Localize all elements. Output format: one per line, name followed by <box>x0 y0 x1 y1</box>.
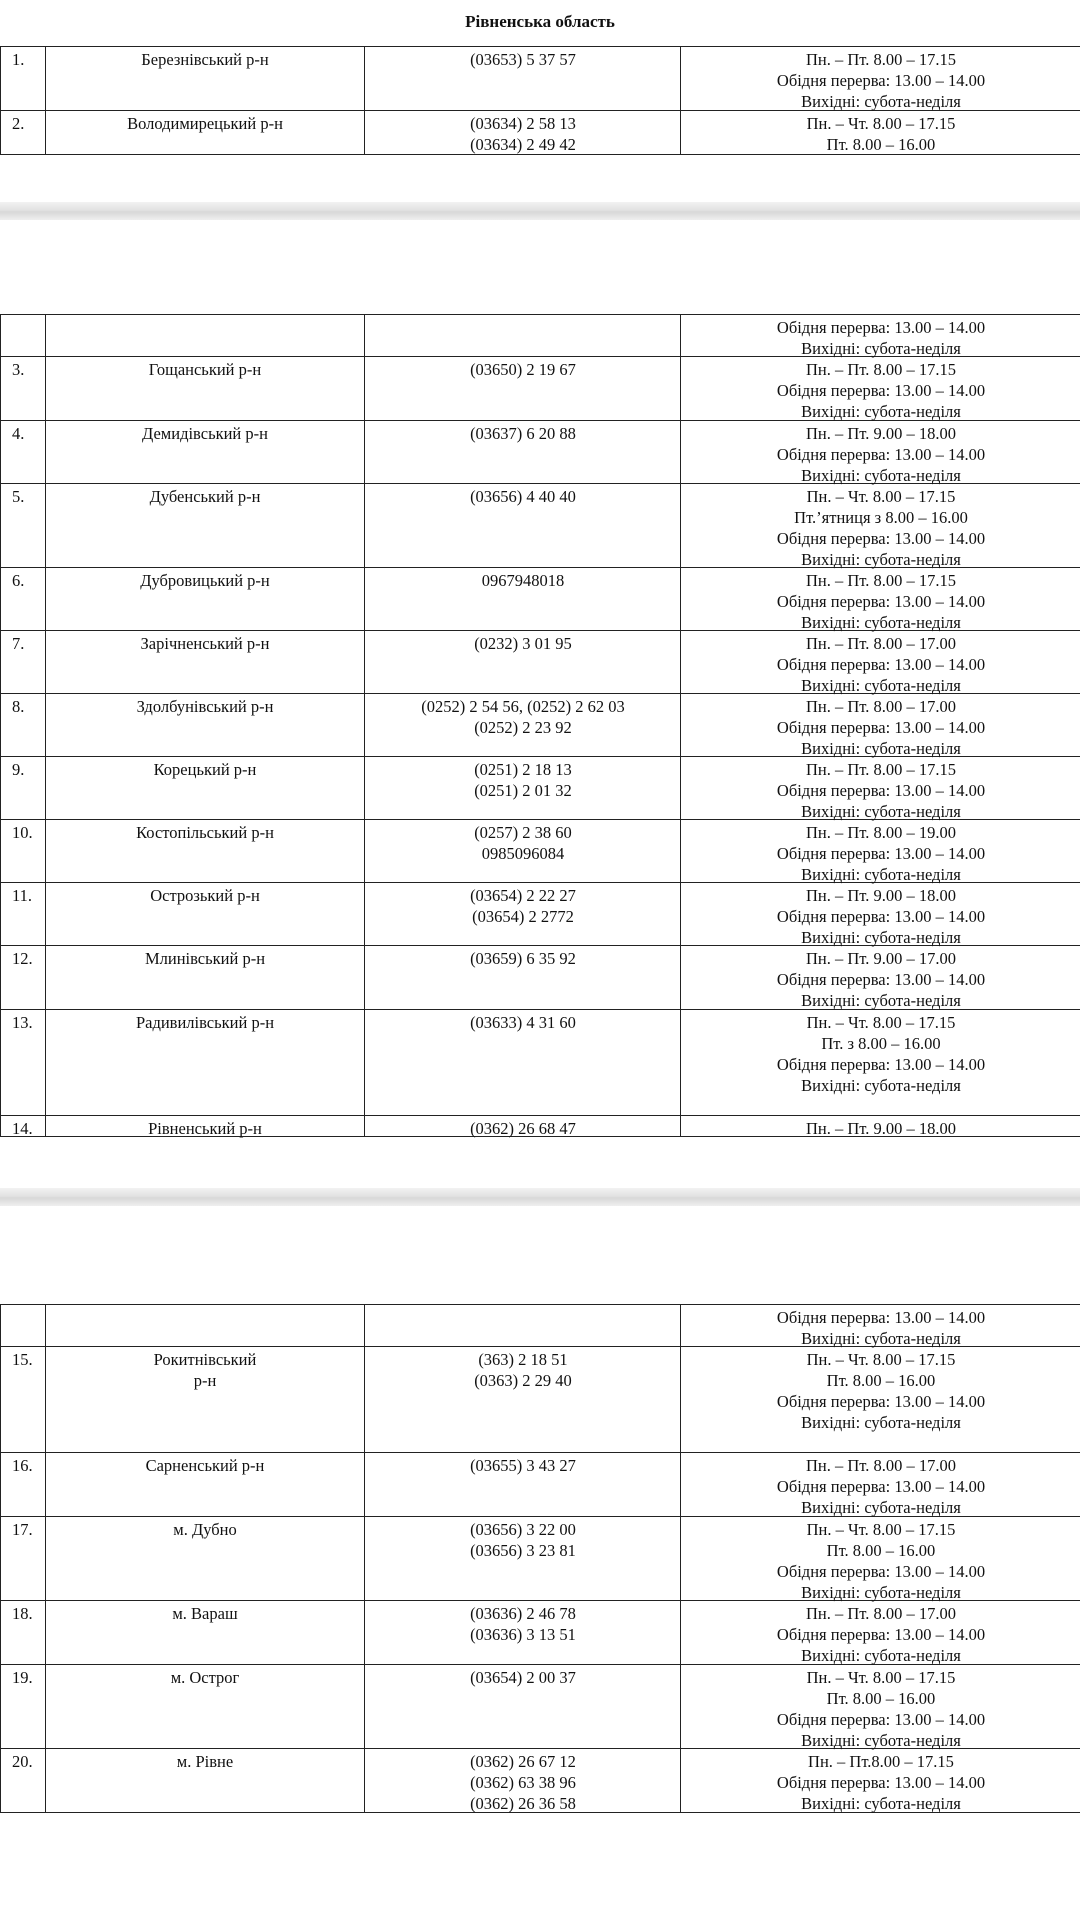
table-row <box>0 1749 1080 1813</box>
table-row <box>0 47 1080 111</box>
district-name: Рівненський р-н <box>148 1119 262 1138</box>
district-name: Сарненський р-н <box>145 1456 265 1475</box>
column-divider <box>364 421 365 483</box>
column-divider <box>364 631 365 693</box>
column-divider <box>680 1665 681 1748</box>
column-divider <box>45 1305 46 1346</box>
table-block-1 <box>0 46 1080 154</box>
district-name: Дубенський р-н <box>149 487 261 506</box>
column-divider <box>364 1453 365 1516</box>
phone-numbers: (0362) 26 68 47 <box>470 1119 576 1138</box>
working-hours: Пн. – Пт. 8.00 – 17.15 Обідня перерва: 13.00 – 14.00 Вихідні: субота-неділя <box>776 360 986 421</box>
phone-numbers: (0252) 2 54 56, (0252) 2 62 03 (0252) 2 23 92 <box>421 697 625 737</box>
row-number: 6. <box>12 571 25 590</box>
table-row <box>0 421 1080 484</box>
column-divider <box>680 1305 681 1346</box>
working-hours: Пн. – Пт. 8.00 – 17.00 Обідня перерва: 13.00 – 14.00 Вихідні: субота-неділя <box>776 634 986 695</box>
row-number: 1. <box>12 50 25 69</box>
column-divider <box>364 568 365 630</box>
column-divider <box>0 1347 1 1452</box>
column-divider <box>0 1010 1 1115</box>
phone-numbers: (03650) 2 19 67 <box>470 360 576 379</box>
column-divider <box>680 111 681 154</box>
table-row <box>0 568 1080 631</box>
row-number: 17. <box>12 1520 33 1539</box>
phone-numbers: (03636) 2 46 78 (03636) 3 13 51 <box>470 1604 576 1644</box>
phone-numbers: (03634) 2 58 13 (03634) 2 49 42 <box>470 114 576 154</box>
phone-numbers: (03656) 4 40 40 <box>470 487 576 506</box>
row-number: 5. <box>12 487 25 506</box>
working-hours: Пн. – Пт. 8.00 – 19.00 Обідня перерва: 13.00 – 14.00 Вихідні: субота-неділя <box>776 823 986 884</box>
column-divider <box>0 757 1 819</box>
column-divider <box>0 946 1 1009</box>
phone-numbers: (03656) 3 22 00 (03656) 3 23 81 <box>470 1520 576 1560</box>
column-divider <box>680 315 681 356</box>
district-name: Млинівський р-н <box>144 949 266 968</box>
phone-numbers: (03654) 2 22 27 (03654) 2 2772 <box>470 886 576 926</box>
district-name: Дубровицький р-н <box>140 571 270 590</box>
working-hours: Пн. – Чт. 8.00 – 17.15 Пт.’ятниця з 8.00 – 16.00 Обідня перерва: 13.00 – 14.00 Вихідні: субота-неділя <box>776 487 986 569</box>
column-divider <box>680 421 681 483</box>
table-block-2 <box>0 314 1080 1138</box>
table-row <box>0 111 1080 155</box>
phone-numbers: (0257) 2 38 60 0985096084 <box>474 823 572 863</box>
row-number: 11. <box>12 886 33 905</box>
phone-numbers: (0232) 3 01 95 <box>474 634 572 653</box>
district-name: Острозький р-н <box>150 886 260 905</box>
column-divider <box>364 315 365 356</box>
row-number: 10. <box>12 823 33 842</box>
working-hours: Пн. – Чт. 8.00 – 17.15 Пт. 8.00 – 16.00 Обідня перерва: 13.00 – 14.00 Вихідні: субота-неділя <box>776 1520 986 1602</box>
table-row <box>0 883 1080 946</box>
column-divider <box>364 111 365 154</box>
district-name: Здолбунівський р-н <box>136 697 274 716</box>
district-name: м. Дубно <box>173 1520 237 1539</box>
working-hours: Пн. – Чт. 8.00 – 17.15 Пт. 8.00 – 16.00 Обідня перерва: 13.00 – 14.00 Вихідні: субота-неділя <box>776 1350 986 1432</box>
district-name: м. Острог <box>170 1668 240 1687</box>
table-row <box>0 1665 1080 1749</box>
column-divider <box>0 111 1 154</box>
row-number: 18. <box>12 1604 33 1623</box>
working-hours: Пн. – Пт. 9.00 – 18.00 Обідня перерва: 13.00 – 14.00 Вихідні: субота-неділя <box>776 886 986 947</box>
column-divider <box>0 694 1 756</box>
column-divider <box>680 883 681 945</box>
district-name: Рокитнівський р-н <box>153 1350 257 1390</box>
row-number: 12. <box>12 949 33 968</box>
row-number: 14. <box>12 1119 33 1138</box>
column-divider <box>0 1749 1 1812</box>
row-number: 16. <box>12 1456 33 1475</box>
column-divider <box>0 1116 1 1136</box>
column-divider <box>364 820 365 882</box>
column-divider <box>0 1517 1 1600</box>
district-name: м. Рівне <box>176 1752 234 1771</box>
working-hours: Пн. – Пт. 8.00 – 17.15 Обідня перерва: 13.00 – 14.00 Вихідні: субота-неділя <box>776 50 986 111</box>
phone-numbers: (03637) 6 20 88 <box>470 424 576 443</box>
column-divider <box>364 484 365 567</box>
phone-numbers: (363) 2 18 51 (0363) 2 29 40 <box>474 1350 572 1390</box>
column-divider <box>680 1116 681 1136</box>
working-hours: Пн. – Пт. 9.00 – 18.00 <box>805 1119 956 1138</box>
column-divider <box>0 1453 1 1516</box>
column-divider <box>680 820 681 882</box>
column-divider <box>0 820 1 882</box>
column-divider <box>680 1010 681 1115</box>
district-name: Костопільський р-н <box>136 823 274 842</box>
table-block-3 <box>0 1304 1080 1812</box>
column-divider <box>364 946 365 1009</box>
table-row <box>0 820 1080 883</box>
phone-numbers: 0967948018 <box>481 571 565 590</box>
district-name: Корецький р-н <box>153 760 257 779</box>
column-divider <box>0 1601 1 1664</box>
phone-numbers: (03659) 6 35 92 <box>470 949 576 968</box>
table-row <box>0 757 1080 820</box>
column-divider <box>680 568 681 630</box>
working-hours: Пн. – Чт. 8.00 – 17.15 Пт. з 8.00 – 16.00 Обідня перерва: 13.00 – 14.00 Вихідні: субота-неділя <box>776 1013 986 1095</box>
column-divider <box>0 47 1 110</box>
phone-numbers: (03633) 4 31 60 <box>470 1013 576 1032</box>
row-number: 13. <box>12 1013 33 1032</box>
page-title: Рівненська область <box>465 12 615 31</box>
page-separator <box>0 1188 1080 1206</box>
table-row <box>0 1453 1080 1517</box>
column-divider <box>680 631 681 693</box>
row-number: 8. <box>12 697 25 716</box>
district-name: Березнівський р-н <box>141 50 269 69</box>
column-divider <box>364 1665 365 1748</box>
table-row <box>0 1347 1080 1453</box>
column-divider <box>0 421 1 483</box>
row-number: 20. <box>12 1752 33 1771</box>
working-hours: Пн. – Чт. 8.00 – 17.15 Пт. 8.00 – 16.00 Обідня перерва: 13.00 – 14.00 Вихідні: субота-неділя <box>776 1668 986 1750</box>
column-divider <box>680 757 681 819</box>
column-divider <box>680 357 681 420</box>
working-hours: Пн. – Чт. 8.00 – 17.15 Пт. 8.00 – 16.00 <box>806 114 956 154</box>
working-hours: Пн. – Пт.8.00 – 17.15 Обідня перерва: 13.00 – 14.00 Вихідні: субота-неділя <box>776 1752 986 1813</box>
column-divider <box>45 315 46 356</box>
column-divider <box>680 694 681 756</box>
table-row <box>0 1010 1080 1116</box>
row-number: 15. <box>12 1350 33 1369</box>
column-divider <box>364 1010 365 1115</box>
district-name: Радивилівський р-н <box>135 1013 275 1032</box>
column-divider <box>364 1305 365 1346</box>
table-row <box>0 484 1080 568</box>
column-divider <box>0 315 1 356</box>
column-divider <box>364 1749 365 1812</box>
phone-numbers: (0362) 26 67 12 (0362) 63 38 96 (0362) 26 36 58 <box>470 1752 576 1813</box>
table-row <box>0 315 1080 357</box>
table-row <box>0 1601 1080 1665</box>
column-divider <box>364 1517 365 1600</box>
column-divider <box>680 1749 681 1812</box>
row-number: 4. <box>12 424 25 443</box>
phone-numbers: (03654) 2 00 37 <box>470 1668 576 1687</box>
row-number: 2. <box>12 114 25 133</box>
working-hours: Пн. – Пт. 8.00 – 17.15 Обідня перерва: 13.00 – 14.00 Вихідні: субота-неділя <box>776 760 986 821</box>
district-name: Демидівський р-н <box>142 424 268 443</box>
working-hours: Пн. – Пт. 9.00 – 18.00 Обідня перерва: 13.00 – 14.00 Вихідні: субота-неділя <box>776 424 986 485</box>
table-row <box>0 1517 1080 1601</box>
working-hours: Обідня перерва: 13.00 – 14.00 Вихідні: субота-неділя <box>776 1308 986 1348</box>
column-divider <box>364 1116 365 1136</box>
column-divider <box>364 47 365 110</box>
column-divider <box>0 484 1 567</box>
column-divider <box>680 946 681 1009</box>
column-divider <box>364 1601 365 1664</box>
column-divider <box>0 568 1 630</box>
phone-numbers: (0251) 2 18 13 (0251) 2 01 32 <box>474 760 572 800</box>
row-number: 19. <box>12 1668 33 1687</box>
column-divider <box>0 357 1 420</box>
column-divider <box>364 357 365 420</box>
working-hours: Пн. – Пт. 8.00 – 17.00 Обідня перерва: 13.00 – 14.00 Вихідні: субота-неділя <box>776 1604 986 1665</box>
column-divider <box>0 883 1 945</box>
column-divider <box>0 631 1 693</box>
working-hours: Пн. – Пт. 8.00 – 17.15 Обідня перерва: 13.00 – 14.00 Вихідні: субота-неділя <box>776 571 986 632</box>
working-hours: Пн. – Пт. 8.00 – 17.00 Обідня перерва: 13.00 – 14.00 Вихідні: субота-неділя <box>776 697 986 758</box>
column-divider <box>680 1453 681 1516</box>
table-row <box>0 694 1080 757</box>
table-row <box>0 357 1080 421</box>
working-hours: Обідня перерва: 13.00 – 14.00 Вихідні: субота-неділя <box>776 318 986 358</box>
column-divider <box>364 1347 365 1452</box>
column-divider <box>680 484 681 567</box>
table-row <box>0 946 1080 1010</box>
column-divider <box>0 1665 1 1748</box>
table-row <box>0 631 1080 694</box>
column-divider <box>0 1305 1 1346</box>
column-divider <box>680 1601 681 1664</box>
phone-numbers: (03653) 5 37 57 <box>470 50 576 69</box>
phone-numbers: (03655) 3 43 27 <box>470 1456 576 1475</box>
row-number: 3. <box>12 360 25 379</box>
working-hours: Пн. – Пт. 8.00 – 17.00 Обідня перерва: 13.00 – 14.00 Вихідні: субота-неділя <box>776 1456 986 1517</box>
column-divider <box>364 694 365 756</box>
table-row <box>0 1116 1080 1137</box>
row-number: 7. <box>12 634 25 653</box>
district-name: Зарічненський р-н <box>140 634 270 653</box>
district-name: Володимирецький р-н <box>127 114 283 133</box>
column-divider <box>364 757 365 819</box>
district-name: Гощанський р-н <box>148 360 262 379</box>
column-divider <box>680 1517 681 1600</box>
district-name: м. Вараш <box>172 1604 238 1623</box>
page-separator <box>0 202 1080 220</box>
row-number: 9. <box>12 760 25 779</box>
table-row <box>0 1305 1080 1347</box>
column-divider <box>680 47 681 110</box>
working-hours: Пн. – Пт. 9.00 – 17.00 Обідня перерва: 13.00 – 14.00 Вихідні: субота-неділя <box>776 949 986 1010</box>
column-divider <box>364 883 365 945</box>
column-divider <box>680 1347 681 1452</box>
